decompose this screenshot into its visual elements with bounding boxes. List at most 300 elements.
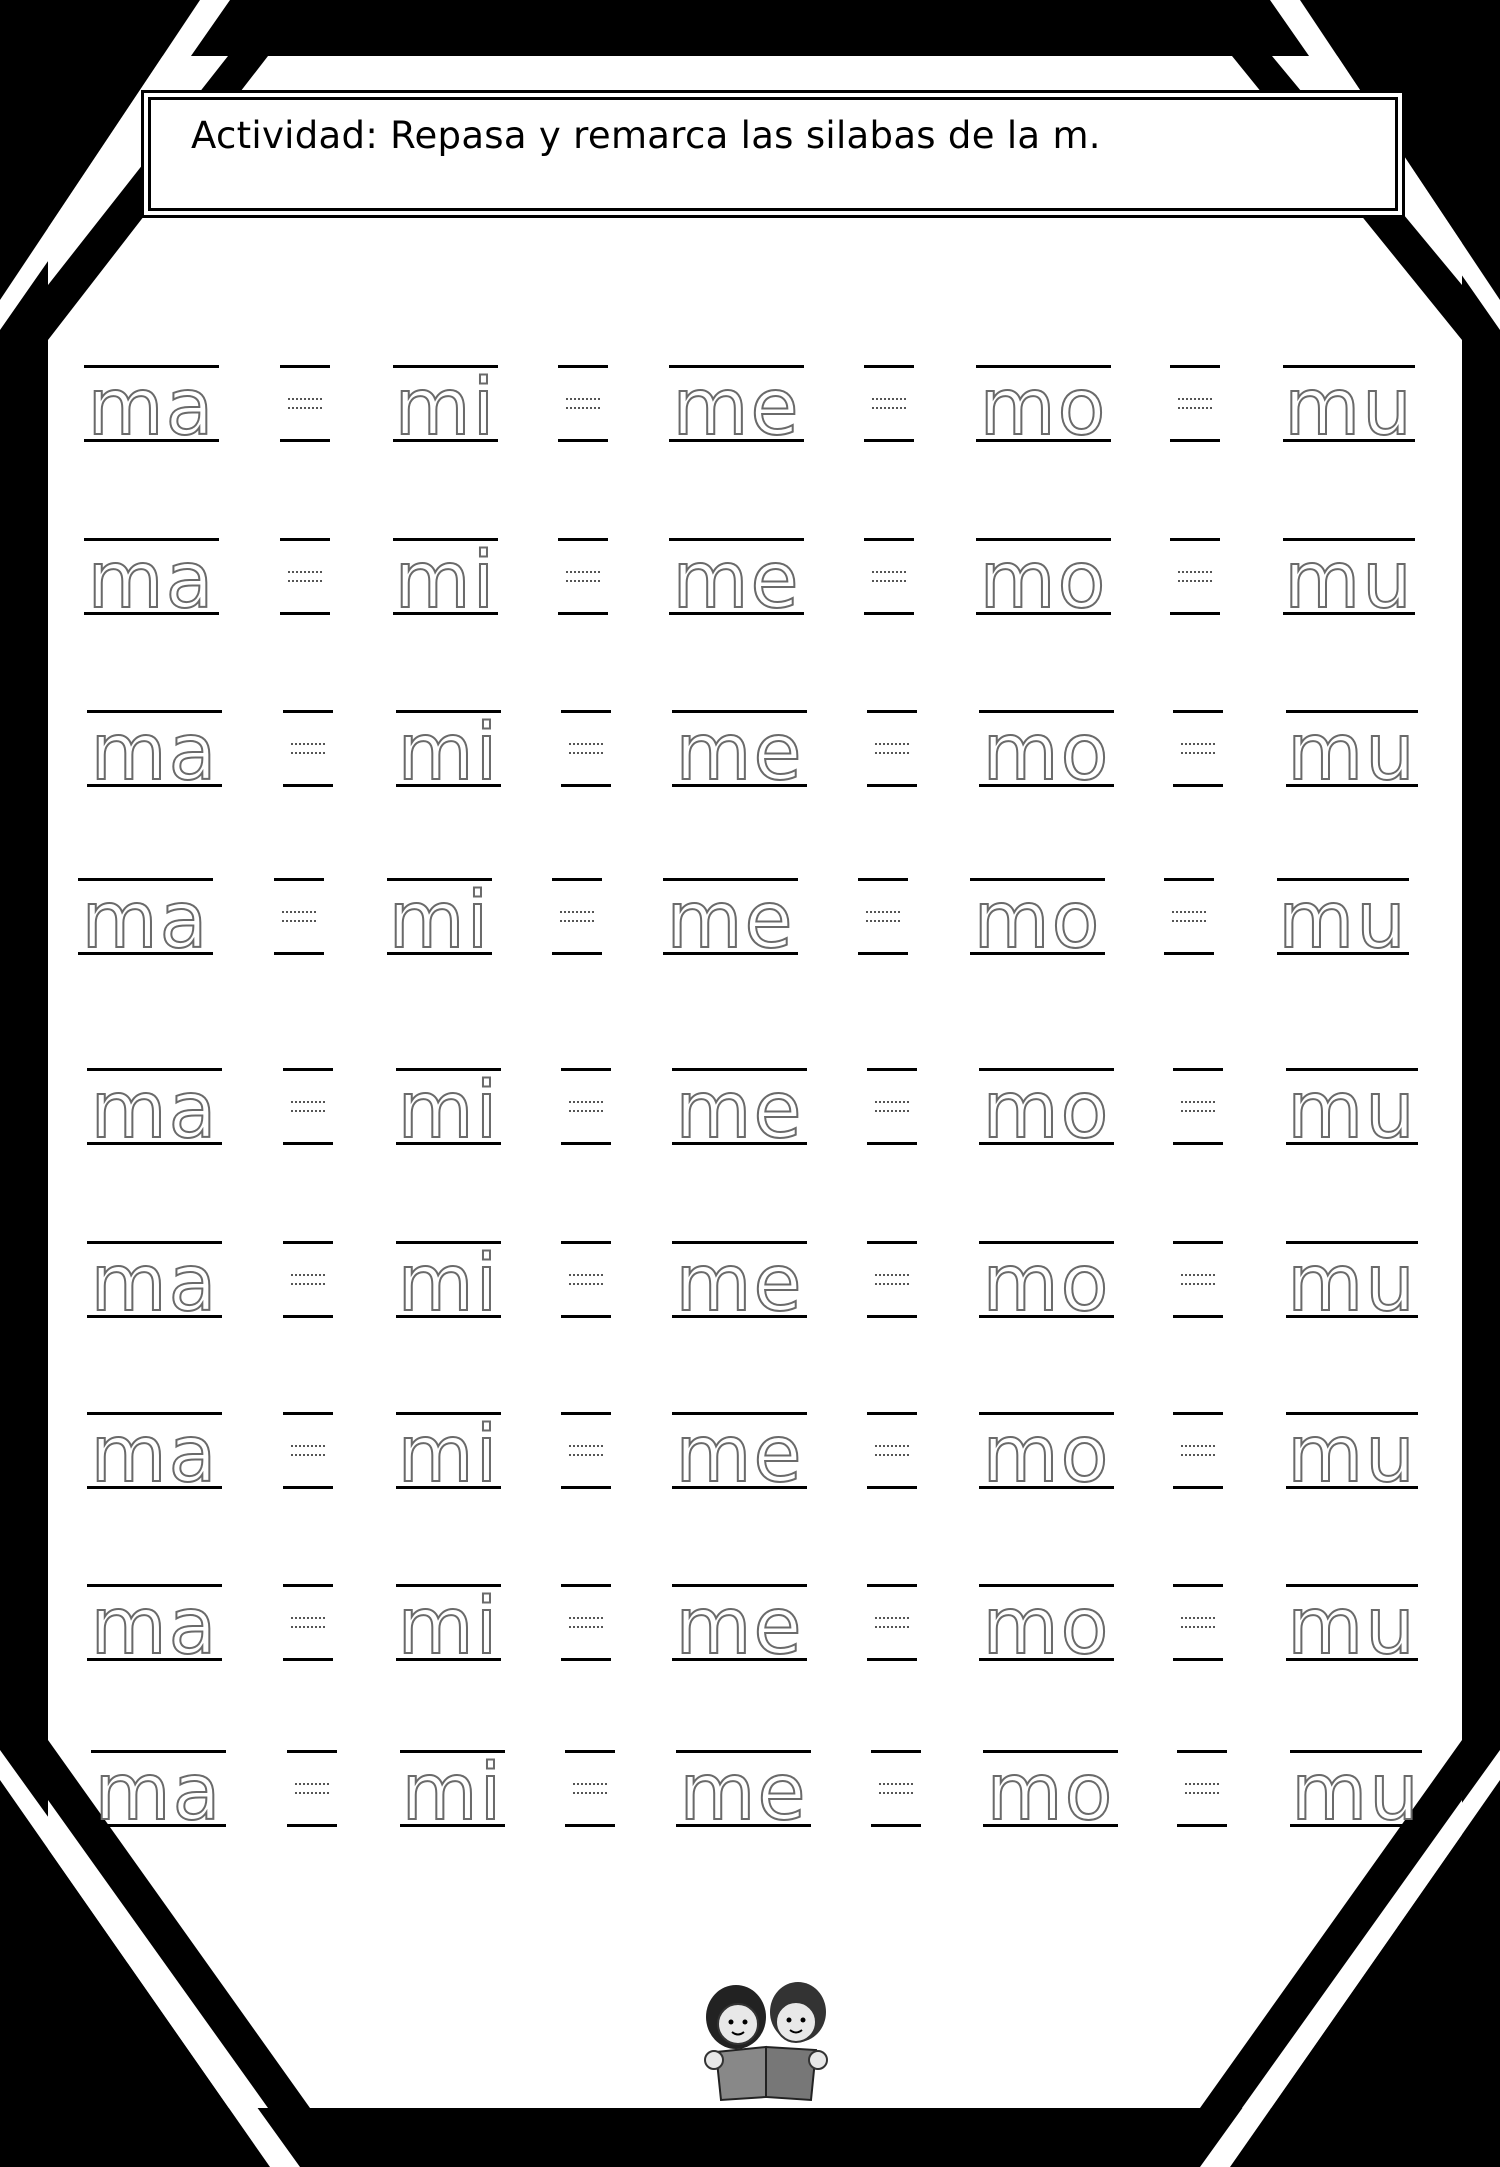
syllable-cell-mo [983,1750,1118,1860]
tracing-separator [561,1412,611,1522]
dotted-guide [1181,743,1215,745]
tracing-separator [552,878,602,988]
base-line [393,439,498,442]
dotted-guide [569,752,603,754]
writing-line [561,1584,611,1587]
writing-line [280,365,330,368]
dotted-guide [1178,571,1212,573]
base-line [283,784,333,787]
dotted-guide [875,752,909,754]
trace-syllable: me [672,536,801,626]
base-line [1173,784,1223,787]
tracing-separator [864,538,914,648]
syllable-cell-me [669,365,804,475]
trace-syllable: me [675,1239,804,1329]
writing-line [1170,538,1220,541]
trace-syllable: ma [90,1239,219,1329]
trace-syllable: me [672,363,801,453]
syllable-cell-mu [1286,1068,1418,1178]
dotted-guide [288,398,322,400]
base-line [561,1658,611,1661]
dotted-guide [872,580,906,582]
writing-line [280,538,330,541]
trace-syllable: mu [1291,1748,1421,1838]
dotted-guide [1185,1783,1219,1785]
dotted-guide [1178,407,1212,409]
dotted-guide [1181,1283,1215,1285]
base-line [979,1315,1114,1318]
base-line [867,1315,917,1318]
tracing-separator [561,710,611,820]
dotted-guide [875,1101,909,1103]
trace-syllable: mo [982,1582,1111,1672]
dotted-guide [1172,911,1206,913]
base-line [274,952,324,955]
base-line [87,1142,222,1145]
base-line [396,1142,501,1145]
syllable-cell-ma [87,1068,222,1178]
syllable-cell-mi [396,710,501,820]
dotted-guide [1181,1274,1215,1276]
base-line [976,612,1111,615]
base-line [979,1142,1114,1145]
tracing-separator [283,1068,333,1178]
syllable-cell-ma [91,1750,226,1860]
tracing-separator [283,710,333,820]
base-line [396,1658,501,1661]
base-line [561,784,611,787]
syllable-cell-mo [979,1241,1114,1351]
base-line [87,1658,222,1661]
base-line [283,1315,333,1318]
base-line [979,784,1114,787]
writing-line [561,710,611,713]
tracing-row [0,878,1494,988]
writing-line [283,1241,333,1244]
writing-line [283,1584,333,1587]
base-line [283,1486,333,1489]
dotted-guide [569,1454,603,1456]
dotted-guide [566,580,600,582]
dotted-guide [1181,1110,1215,1112]
trace-syllable: mi [397,1410,500,1500]
dotted-guide [291,752,325,754]
syllable-cell-mu [1283,538,1415,648]
syllable-cell-ma [84,365,219,475]
base-line [669,612,804,615]
syllable-cell-mu [1286,1241,1418,1351]
writing-line [283,1068,333,1071]
writing-line [552,878,602,881]
trace-syllable: mu [1287,708,1417,798]
trace-syllable: mu [1287,1239,1417,1329]
writing-line [1170,365,1220,368]
syllable-cell-mu [1290,1750,1422,1860]
writing-line [864,538,914,541]
dotted-guide [569,1110,603,1112]
base-line [558,439,608,442]
tracing-separator [1170,538,1220,648]
dotted-guide [875,1454,909,1456]
dotted-guide [569,1101,603,1103]
syllable-cell-ma [87,1412,222,1522]
trace-syllable: mi [397,1239,500,1329]
syllable-cell-mu [1286,710,1418,820]
tracing-row [0,538,1500,648]
tracing-separator [283,1412,333,1522]
writing-line [565,1750,615,1753]
writing-line [1173,710,1223,713]
syllable-cell-me [669,538,804,648]
base-line [672,1658,807,1661]
base-line [91,1824,226,1827]
dotted-guide [569,1283,603,1285]
trace-syllable: me [675,1066,804,1156]
dotted-guide [1185,1792,1219,1794]
trace-syllable: ma [90,1066,219,1156]
base-line [1170,612,1220,615]
syllable-cell-me [676,1750,811,1860]
tracing-separator [1173,1584,1223,1694]
tracing-separator [871,1750,921,1860]
base-line [676,1824,811,1827]
children-reading-book-icon [686,1972,846,2102]
dotted-guide [569,743,603,745]
base-line [867,1658,917,1661]
writing-line [561,1412,611,1415]
syllable-cell-me [663,878,798,988]
dotted-guide [875,1274,909,1276]
base-line [1173,1315,1223,1318]
base-line [1286,1486,1418,1489]
writing-line [867,1584,917,1587]
base-line [1286,784,1418,787]
writing-line [1173,1584,1223,1587]
base-line [400,1824,505,1827]
writing-line [1173,1412,1223,1415]
base-line [1173,1486,1223,1489]
tracing-separator [561,1068,611,1178]
syllable-cell-mo [976,538,1111,648]
writing-line [1173,1241,1223,1244]
base-line [672,1315,807,1318]
tracing-separator [1177,1750,1227,1860]
trace-syllable: mo [982,708,1111,798]
base-line [1177,1824,1227,1827]
dotted-guide [291,1110,325,1112]
syllable-cell-mi [400,1750,505,1860]
syllable-cell-ma [87,1241,222,1351]
syllable-cell-mi [393,538,498,648]
trace-syllable: me [666,876,795,966]
syllable-cell-mi [387,878,492,988]
base-line [561,1142,611,1145]
base-line [1173,1658,1223,1661]
tracing-separator [283,1584,333,1694]
dotted-guide [569,1445,603,1447]
syllable-cell-me [672,1068,807,1178]
dotted-guide [866,920,900,922]
dotted-guide [1181,1445,1215,1447]
tracing-separator [1173,710,1223,820]
base-line [669,439,804,442]
dotted-guide [291,743,325,745]
syllable-cell-me [672,710,807,820]
dotted-guide [875,1617,909,1619]
trace-syllable: me [675,708,804,798]
dotted-guide [573,1792,607,1794]
base-line [87,1315,222,1318]
trace-syllable: me [675,1582,804,1672]
trace-syllable: mi [388,876,491,966]
dotted-guide [872,398,906,400]
trace-syllable: mu [1287,1410,1417,1500]
dotted-guide [295,1783,329,1785]
base-line [1283,439,1415,442]
dotted-guide [866,911,900,913]
base-line [561,1315,611,1318]
trace-syllable: ma [81,876,210,966]
base-line [1164,952,1214,955]
base-line [867,784,917,787]
trace-syllable: mu [1284,536,1414,626]
trace-syllable: mi [397,1066,500,1156]
base-line [672,784,807,787]
tracing-row [0,365,1500,475]
dotted-guide [875,1626,909,1628]
dotted-guide [560,920,594,922]
dotted-guide [1178,580,1212,582]
writing-line [283,1412,333,1415]
dotted-guide [295,1792,329,1794]
base-line [672,1486,807,1489]
tracing-row [3,1241,1500,1351]
base-line [1283,612,1415,615]
trace-syllable: mi [401,1748,504,1838]
dotted-guide [875,743,909,745]
trace-syllable: me [679,1748,808,1838]
base-line [396,1486,501,1489]
syllable-cell-mo [970,878,1105,988]
writing-line [558,538,608,541]
base-line [1286,1658,1418,1661]
dotted-guide [288,580,322,582]
trace-syllable: ma [87,536,216,626]
syllable-cell-mo [979,1412,1114,1522]
dotted-guide [291,1445,325,1447]
trace-syllable: mi [397,1582,500,1672]
base-line [87,784,222,787]
tracing-separator [867,710,917,820]
tracing-separator [561,1241,611,1351]
writing-line [561,1068,611,1071]
tracing-separator [1164,878,1214,988]
writing-line [561,1241,611,1244]
trace-syllable: mu [1287,1582,1417,1672]
trace-syllable: mu [1278,876,1408,966]
tracing-separator [867,1241,917,1351]
base-line [287,1824,337,1827]
tracing-separator [280,538,330,648]
base-line [858,952,908,955]
syllable-cell-mi [396,1068,501,1178]
dotted-guide [566,407,600,409]
trace-syllable: ma [90,708,219,798]
dotted-guide [282,920,316,922]
base-line [979,1486,1114,1489]
base-line [280,439,330,442]
trace-syllable: mo [979,536,1108,626]
writing-line [274,878,324,881]
dotted-guide [1178,398,1212,400]
base-line [87,1486,222,1489]
tracing-row [3,710,1500,820]
base-line [280,612,330,615]
trace-syllable: me [675,1410,804,1500]
dotted-guide [288,571,322,573]
base-line [979,1658,1114,1661]
dotted-guide [875,1283,909,1285]
writing-line [1164,878,1214,881]
base-line [393,612,498,615]
dotted-guide [879,1783,913,1785]
writing-line [871,1750,921,1753]
base-line [976,439,1111,442]
base-line [1170,439,1220,442]
base-line [867,1486,917,1489]
trace-syllable: ma [90,1582,219,1672]
dotted-guide [569,1274,603,1276]
base-line [663,952,798,955]
syllable-cell-mi [396,1412,501,1522]
base-line [561,1486,611,1489]
syllable-cell-me [672,1412,807,1522]
base-line [1286,1142,1418,1145]
base-line [864,439,914,442]
dotted-guide [569,1617,603,1619]
dotted-guide [566,398,600,400]
base-line [1286,1315,1418,1318]
trace-syllable: mi [394,536,497,626]
tracing-separator [558,538,608,648]
dotted-guide [1172,920,1206,922]
syllable-cell-mo [979,1584,1114,1694]
writing-line [1173,1068,1223,1071]
base-line [558,612,608,615]
base-line [1173,1142,1223,1145]
dotted-guide [875,1445,909,1447]
writing-line [867,710,917,713]
base-line [672,1142,807,1145]
base-line [283,1658,333,1661]
syllable-cell-me [672,1241,807,1351]
dotted-guide [1181,1454,1215,1456]
tracing-separator [1170,365,1220,475]
syllable-cell-mu [1286,1412,1418,1522]
writing-line [287,1750,337,1753]
dotted-guide [1181,1626,1215,1628]
trace-syllable: ma [90,1410,219,1500]
syllable-cell-mo [979,710,1114,820]
syllable-cell-me [672,1584,807,1694]
tracing-row [3,1584,1500,1694]
dotted-guide [569,1626,603,1628]
trace-syllable: ma [94,1748,223,1838]
syllable-cell-mu [1277,878,1409,988]
tracing-separator [864,365,914,475]
tracing-separator [287,1750,337,1860]
syllable-cell-ma [87,1584,222,1694]
syllable-cell-mi [396,1584,501,1694]
syllable-cell-ma [78,878,213,988]
syllable-cell-mu [1283,365,1415,475]
dotted-guide [1181,1617,1215,1619]
syllable-cell-mo [979,1068,1114,1178]
base-line [1290,1824,1422,1827]
tracing-separator [867,1412,917,1522]
base-line [1277,952,1409,955]
trace-syllable: mu [1284,363,1414,453]
base-line [84,612,219,615]
base-line [396,784,501,787]
trace-syllable: ma [87,363,216,453]
tracing-row [3,1412,1500,1522]
base-line [552,952,602,955]
tracing-separator [558,365,608,475]
base-line [396,1315,501,1318]
base-line [983,1824,1118,1827]
dotted-guide [282,911,316,913]
base-line [283,1142,333,1145]
trace-syllable: mu [1287,1066,1417,1156]
trace-syllable: mo [982,1410,1111,1500]
writing-line [1177,1750,1227,1753]
tracing-separator [280,365,330,475]
base-line [565,1824,615,1827]
dotted-guide [573,1783,607,1785]
trace-syllable: mi [397,708,500,798]
tracing-separator [867,1584,917,1694]
dotted-guide [291,1283,325,1285]
dotted-guide [1181,752,1215,754]
dotted-guide [872,407,906,409]
syllable-cell-mi [396,1241,501,1351]
syllable-cell-ma [87,710,222,820]
dotted-guide [560,911,594,913]
writing-line [867,1068,917,1071]
base-line [78,952,213,955]
dotted-guide [291,1101,325,1103]
dotted-guide [872,571,906,573]
writing-line [858,878,908,881]
trace-syllable: mo [982,1239,1111,1329]
writing-line [864,365,914,368]
tracing-row [7,1750,1500,1860]
syllable-cell-mi [393,365,498,475]
writing-line [283,710,333,713]
tracing-separator [867,1068,917,1178]
dotted-guide [291,1626,325,1628]
syllable-cell-mu [1286,1584,1418,1694]
trace-syllable: mo [973,876,1102,966]
base-line [864,612,914,615]
syllable-cell-ma [84,538,219,648]
dotted-guide [291,1617,325,1619]
tracing-separator [1173,1068,1223,1178]
writing-line [867,1412,917,1415]
tracing-separator [565,1750,615,1860]
tracing-separator [858,878,908,988]
